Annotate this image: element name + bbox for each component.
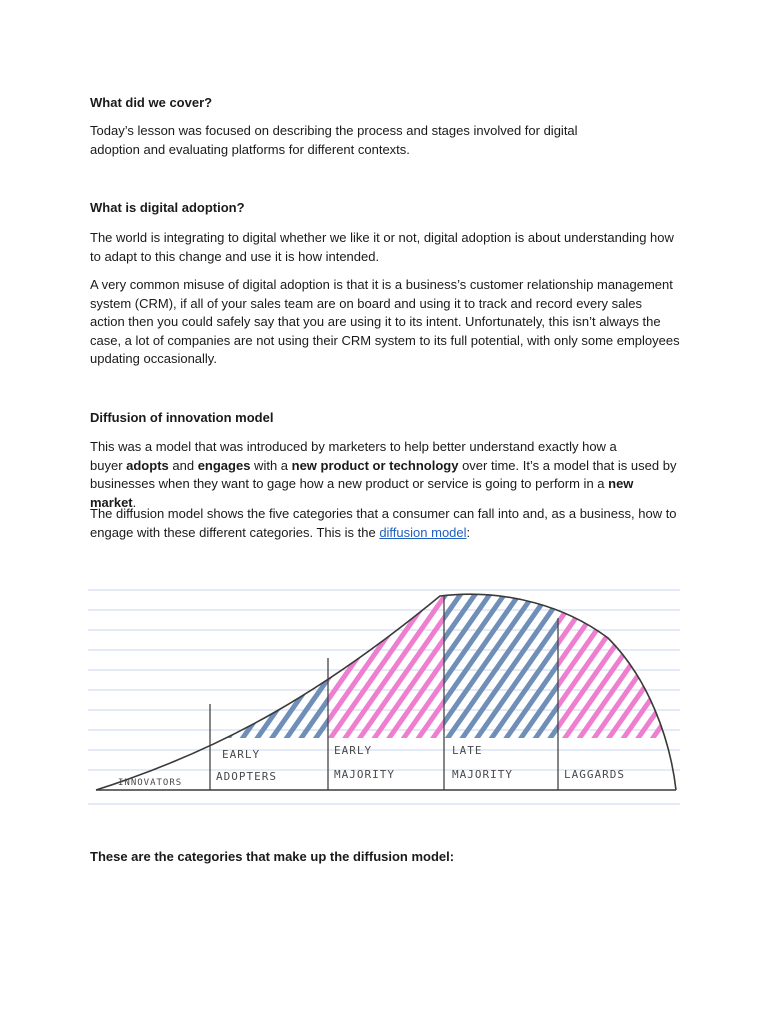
diffusion-p1-mid1: and [168,457,198,473]
segment-labels [118,744,625,788]
cover-text [90,122,680,159]
label-late-majority-1: LATE [452,744,483,757]
label-early-majority-2: MAJORITY [334,768,395,781]
label-late-majority-2: MAJORITY [452,768,513,781]
diffusion-p2-text: The diffusion model shows the five categories that a consumer can fall into and, as a business, how to engage with these different categories. This is the [90,506,677,540]
label-early-adopters-2: ADOPTERS [216,770,277,783]
diffusion-paragraph-1 [90,438,680,512]
diffusion-p2-end: : [466,524,471,540]
diffusion-p1-mid2: with a [250,457,292,473]
adoption-heading: What is digital adoption? [90,200,245,215]
diffusion-heading: Diffusion of innovation model [90,410,274,425]
segment-innovators-hatch [96,578,210,738]
segment-early-adopters-hatch [210,578,328,738]
bold-engages: engages [197,457,251,473]
bold-new-market: new market [90,476,634,510]
diffusion-p1-mid3: over time. It’s a model that is used by businesses when they want to gage how a new product or service is going to perform in a [90,457,677,491]
segment-late-majority-hatch [444,578,558,738]
cover-heading: What did we cover? [90,95,213,110]
label-innovators: INNOVATORS [118,778,183,788]
label-early-majority-1: EARLY [334,744,373,757]
segment-early-majority-hatch [328,578,444,738]
diffusion-paragraph-2 [90,505,680,542]
segment-laggards-hatch [558,578,680,738]
bold-new-product: new product or technology [291,457,459,473]
hatched-segments [96,578,680,738]
diffusion-p1-pre: buyer [90,457,127,473]
categories-heading: These are the categories that make up the diffusion model: [90,849,455,864]
diffusion-model-link[interactable]: diffusion model [379,524,467,540]
label-early-adopters-1: EARLY [222,748,261,761]
diffusion-model-figure [88,578,680,808]
adoption-paragraph-1: The world is integrating to digital whether we like it or not, digital adoption is about understanding how to adapt to this change and use it is how intended. [90,230,674,264]
cover-text-line-2: adoption and evaluating platforms for different contexts. [90,141,410,157]
bold-adopts: adopts [126,457,169,473]
label-laggards: LAGGARDS [564,768,625,781]
adoption-paragraph-2: A very common misuse of digital adoption is that it is a business’s customer relationship management system (CRM), if all of your sales team are on board and using it to track and record every sales action then you could safely say that you are using it to its intent. Unfortunately, this isn’t always the case, a lot of companies are not using their CRM system to its full potential, with only some employees updating occasionally. [90,277,680,366]
diffusion-p1-end: . [132,494,137,510]
cover-text-line-1: Today’s lesson was focused on describing the process and stages involved for digital [90,123,578,138]
diffusion-p1-line1: This was a model that was introduced by marketers to help better understand exactly how a [90,439,617,454]
